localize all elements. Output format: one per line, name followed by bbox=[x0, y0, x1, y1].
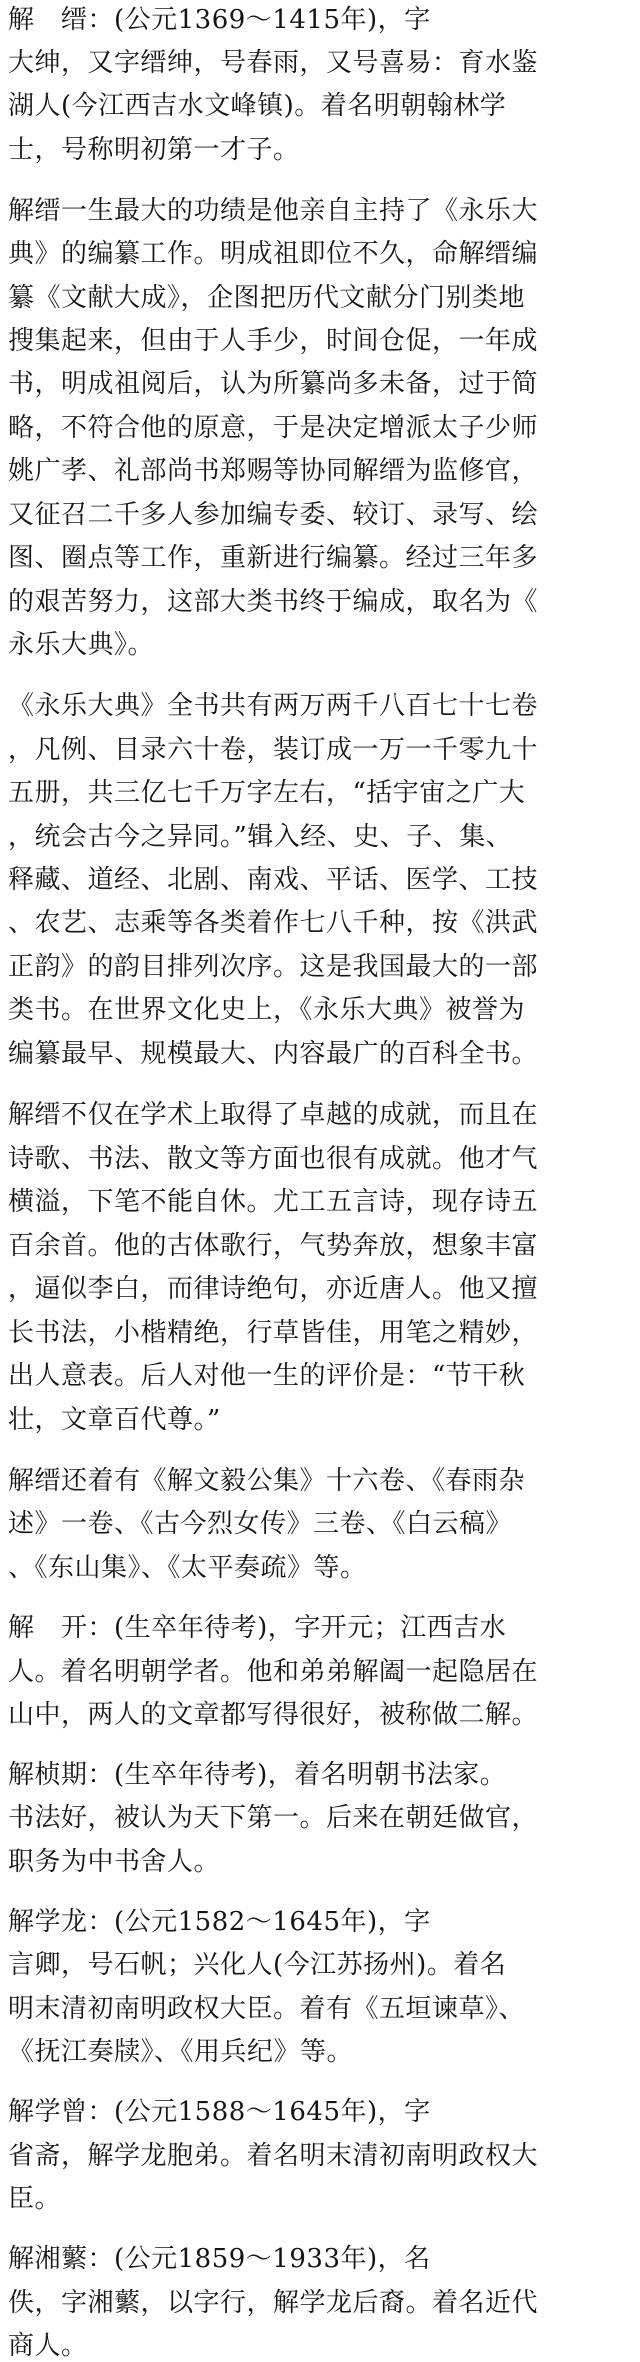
text-line: 、农艺、志乘等各类着作七八千种，按《洪武 bbox=[8, 908, 539, 938]
text-line: 书，明成祖阅后，认为所纂尚多未备，过于简 bbox=[8, 369, 539, 399]
text-line: 典》的编纂工作。明成祖即位不久，命解缙编 bbox=[8, 239, 539, 269]
text-line: ，凡例、目录六十卷，装订成一万一千零九十 bbox=[8, 735, 539, 765]
text-line: 解桢期：(生卒年待考)，着名明朝书法家。 bbox=[8, 1760, 507, 1790]
text-line: 《抚江奏牍》、《用兵纪》等。 bbox=[8, 2037, 354, 2067]
text-line: 解 开：(生卒年待考)，字开元；江西吉水 bbox=[8, 1613, 507, 1643]
text-line: 又征召二千多人参加编专委、较订、录写、绘 bbox=[8, 500, 539, 530]
text-line: 百余首。他的古体歌行，气势奔放，想象丰富 bbox=[8, 1231, 539, 1261]
text-line: 士，号称明初第一才子。 bbox=[8, 135, 300, 165]
text-line: 类书。在世界文化史上，《永乐大典》被誉为 bbox=[8, 995, 526, 1025]
text-line: 商人。 bbox=[8, 2331, 88, 2361]
text-line: 正韵》的韵目排列次序。这是我国最大的一部 bbox=[8, 952, 539, 982]
text-line: 、《东山集》、《太平奏疏》等。 bbox=[8, 1553, 367, 1583]
text-line: 释藏、道经、北剧、南戏、平话、医学、工技 bbox=[8, 865, 539, 895]
text-line: 省斋，解学龙胞弟。着名明末清初南明政权大 bbox=[8, 2141, 539, 2171]
text-line: 壮，文章百代尊。” bbox=[8, 1405, 221, 1435]
text-line: 大绅，又字缙绅，号春雨，又号喜易：育水鉴 bbox=[8, 48, 539, 78]
text-line: 解缙还着有《解文毅公集》十六卷、《春雨杂 bbox=[8, 1466, 526, 1496]
text-line: 人。着名明朝学者。他和弟弟解阖一起隐居在 bbox=[8, 1657, 539, 1687]
text-line: 山中，两人的文章都写得很好，被称做二解。 bbox=[8, 1700, 539, 1730]
text-line: 解学龙：(公元1582～1645年)，字 bbox=[8, 1907, 431, 1937]
text-line: 诗歌、书法、散文等方面也很有成就。他才气 bbox=[8, 1144, 539, 1174]
text-line: 述》一卷、《古今烈女传》三卷、《白云稿》 bbox=[8, 1509, 513, 1539]
text-line: 纂《文献大成》，企图把历代文献分门别类地 bbox=[8, 283, 526, 313]
text-line: 解湘蘩：(公元1859～1933年)，名 bbox=[8, 2244, 431, 2274]
text-line: 言卿，号石帆；兴化人(今江苏扬州)。着名 bbox=[8, 1950, 507, 1980]
text-line: 长书法，小楷精绝，行草皆佳，用笔之精妙， bbox=[8, 1318, 539, 1348]
text-line: 图、圈点等工作，重新进行编纂。经过三年多 bbox=[8, 543, 539, 573]
text-line: 出人意表。后人对他一生的评价是：“节干秋 bbox=[8, 1361, 526, 1391]
text-line: 永乐大典》。 bbox=[8, 630, 155, 660]
text-line: 明末清初南明政权大臣。着有《五垣谏草》、 bbox=[8, 1994, 526, 2024]
text-line: 佚，字湘蘩，以字行，解学龙后裔。着名近代 bbox=[8, 2288, 539, 2318]
text-line: 解缙一生最大的功绩是他亲自主持了《永乐大 bbox=[8, 196, 539, 226]
text-line: 搜集起来，但由于人手少，时间仓促，一年成 bbox=[8, 326, 539, 356]
text-line: 略，不符合他的原意，于是决定增派太子少师 bbox=[8, 413, 539, 443]
text-line: 姚广孝、礼部尚书郑赐等协同解缙为监修官， bbox=[8, 456, 539, 486]
text-line: ，统会古今之异同。”辑入经、史、子、集、 bbox=[8, 822, 513, 852]
text-line: 湖人(今江西吉水文峰镇)。着名明朝翰林学 bbox=[8, 91, 507, 121]
text-line: 五册，共三亿七千万字左右，“括宇宙之广大 bbox=[8, 778, 526, 808]
text-line: 解学曾：(公元1588～1645年)，字 bbox=[8, 2097, 431, 2127]
text-line: 解缙不仅在学术上取得了卓越的成就，而且在 bbox=[8, 1100, 539, 1130]
text-line: 《永乐大典》全书共有两万两千八百七十七卷 bbox=[8, 691, 539, 721]
text-line: 解 缙：(公元1369～1415年)，字 bbox=[8, 5, 431, 35]
text-line: 臣。 bbox=[8, 2184, 62, 2214]
text-line: ，逼似李白，而律诗绝句，亦近唐人。他又擅 bbox=[8, 1274, 539, 1304]
text-line: 横溢，下笔不能自休。尤工五言诗，现存诗五 bbox=[8, 1187, 539, 1217]
text-line: 编纂最早、规模最大、内容最广的百科全书。 bbox=[8, 1039, 539, 1069]
text-line: 职务为中书舍人。 bbox=[8, 1847, 221, 1877]
text-line: 的艰苦努力，这部大类书终于编成，取名为《 bbox=[8, 587, 539, 617]
text-line: 书法好，被认为天下第一。后来在朝廷做官， bbox=[8, 1803, 539, 1833]
